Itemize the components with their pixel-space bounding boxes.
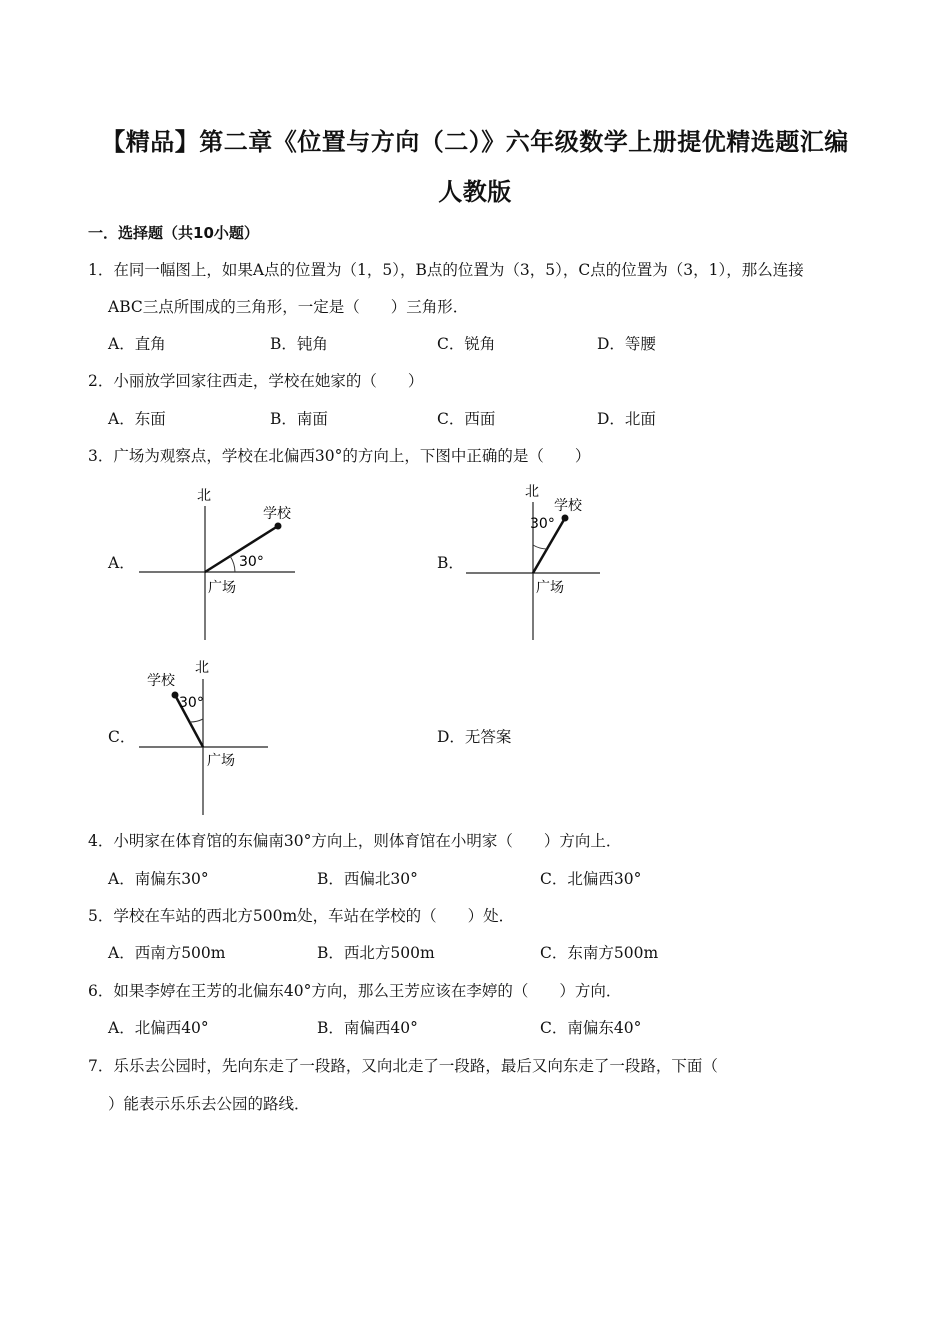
figure-a-angle-label: 30° <box>239 554 264 570</box>
question-3-text: 3．广场为观察点，学校在北偏西30°的方向上，下图中正确的是（ ） <box>88 447 591 465</box>
question-6-option-a: A．北偏西40° <box>108 1019 209 1037</box>
section-heading: 一．选择题（共10小题） <box>88 224 259 242</box>
question-2-option-a: A．东面 <box>108 410 166 428</box>
question-6-option-b: B．南偏西40° <box>317 1019 418 1037</box>
question-4-option-a: A．南偏东30° <box>108 870 209 888</box>
figure-c-compass <box>135 655 270 817</box>
question-7-line1: 7．乐乐去公园时，先向东走了一段路，又向北走了一段路，最后又向东走了一段路，下面（ <box>88 1057 718 1075</box>
question-3-label-b: B． <box>437 554 464 572</box>
figure-a-school-label: 学校 <box>263 506 291 522</box>
question-1-option-c: C．锐角 <box>437 335 496 353</box>
figure-a-square-label: 广场 <box>208 580 236 596</box>
figure-c-angle-label: 30° <box>179 695 204 711</box>
figure-b-school-label: 学校 <box>554 498 582 514</box>
document-title-line1: 【精品】第二章《位置与方向（二）》六年级数学上册提优精选题汇编 <box>101 128 849 156</box>
question-1-option-d: D．等腰 <box>597 335 656 353</box>
figure-a-compass <box>135 480 300 640</box>
figure-c-school-label: 学校 <box>147 673 175 689</box>
question-1-line1: 1．在同一幅图上，如果A点的位置为（1，5），B点的位置为（3，5），C点的位置为（3，1），那么连接 <box>88 261 804 279</box>
question-4-option-b: B．西偏北30° <box>317 870 418 888</box>
question-5-text: 5．学校在车站的西北方500m处，车站在学校的（ ）处． <box>88 907 515 925</box>
question-1-line2: ABC三点所围成的三角形，一定是（ ）三角形． <box>108 298 469 316</box>
question-2-option-d: D．北面 <box>597 410 656 428</box>
question-2-option-c: C．西面 <box>437 410 496 428</box>
question-6-option-c: C．南偏东40° <box>540 1019 642 1037</box>
figure-c-square-label: 广场 <box>207 753 235 769</box>
figure-b-square-label: 广场 <box>536 580 564 596</box>
question-7-line2: ）能表示乐乐去公园的路线． <box>108 1095 310 1113</box>
question-2-text: 2．小丽放学回家往西走，学校在她家的（ ） <box>88 372 424 390</box>
figure-b-angle-label: 30° <box>530 516 555 532</box>
document-title-line2: 人教版 <box>438 178 512 206</box>
question-4-text: 4．小明家在体育馆的东偏南30°方向上，则体育馆在小明家（ ）方向上． <box>88 832 622 850</box>
question-2-option-b: B．南面 <box>270 410 328 428</box>
figure-b-compass <box>462 478 602 640</box>
figure-b-north-label: 北 <box>525 484 539 500</box>
question-5-option-a: A．西南方500m <box>108 944 226 962</box>
question-1-option-b: B．钝角 <box>270 335 328 353</box>
question-3-label-a: A． <box>108 554 135 572</box>
question-5-option-b: B．西北方500m <box>317 944 435 962</box>
question-4-option-c: C．北偏西30° <box>540 870 642 888</box>
question-5-option-c: C．东南方500m <box>540 944 659 962</box>
question-3-label-d: D．无答案 <box>437 728 512 746</box>
figure-c-north-label: 北 <box>195 660 209 676</box>
figure-a-north-label: 北 <box>197 488 211 504</box>
question-6-text: 6．如果李婷在王芳的北偏东40°方向，那么王芳应该在李婷的（ ）方向． <box>88 982 622 1000</box>
question-1-option-a: A．直角 <box>108 335 166 353</box>
question-3-label-c: C． <box>108 728 136 746</box>
